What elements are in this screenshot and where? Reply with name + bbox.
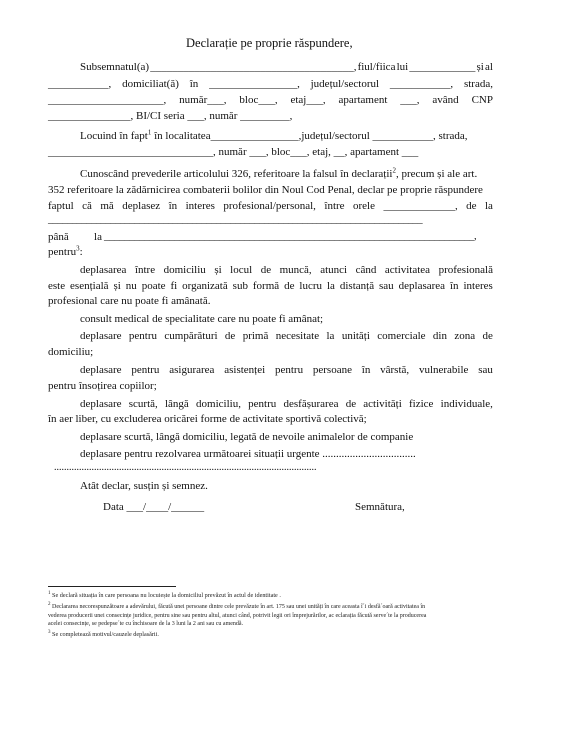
legal-text-b: , precum și ale art. xyxy=(395,168,478,180)
word: ___, xyxy=(400,94,420,106)
word: ___________, xyxy=(389,78,454,90)
word: _____________________, xyxy=(48,94,167,106)
word: fizice xyxy=(409,398,434,410)
word: lucru xyxy=(299,280,323,292)
reason-label: pentru xyxy=(48,246,77,258)
word: deplasare xyxy=(80,364,122,376)
word: județul/sectorul xyxy=(310,78,380,90)
word: vulnerabile xyxy=(418,364,469,376)
word: organizată xyxy=(182,280,228,292)
word: deplasarea xyxy=(398,280,446,292)
word: între xyxy=(324,200,345,212)
legal-line-3 xyxy=(48,200,493,213)
word: de xyxy=(345,398,357,410)
legal-text-a: Cunoscând prevederile articolului 326, referitoare la falsul în declarații xyxy=(80,168,393,180)
affirmation: Atât declar, susțin și semnez. xyxy=(80,480,208,492)
word: atunci xyxy=(320,264,348,276)
word: la xyxy=(326,280,335,292)
word: număr___, xyxy=(179,94,227,106)
footnote-separator xyxy=(48,586,176,587)
word: pentru xyxy=(248,398,277,410)
word: CNP xyxy=(471,94,493,106)
word: ________________, xyxy=(209,78,300,90)
word: asistenței xyxy=(224,364,266,376)
word: ____________ xyxy=(409,61,476,73)
residence-label: Locuind în fapt xyxy=(80,130,148,142)
word: până xyxy=(48,231,69,243)
reason-intro: pentru$^3$: xyxy=(48,244,83,258)
word: profesional/personal, xyxy=(223,200,316,212)
word: deplasarea xyxy=(80,264,127,276)
word: activități xyxy=(363,398,402,410)
word: distanță xyxy=(339,280,375,292)
word: activitatea xyxy=(384,264,431,276)
word: desfășurarea xyxy=(283,398,339,410)
word: asigurarea xyxy=(169,364,215,376)
identity-line-4: _______________, BI/CI seria ___, număr _________, xyxy=(48,110,293,122)
residence-fields: în localitatea________________,județul/sectorul ___________, strada, xyxy=(151,130,468,142)
option-work-line-2 xyxy=(48,280,493,293)
word: de xyxy=(224,330,236,342)
word: nu xyxy=(125,280,137,292)
word: și xyxy=(214,264,222,276)
footnote-ref-2: 2 xyxy=(392,166,396,175)
option-exercise-line-1 xyxy=(80,398,493,411)
option-urgent: deplasare pentru rezolvarea următoarei situații urgente .................................. xyxy=(80,448,416,460)
word: lui xyxy=(396,61,409,73)
date-field xyxy=(103,501,204,514)
legal-line-2: 352 referitoare la zădărnicirea combaterii bolilor din Noul Cod Penal, declar pe proprie răspundere xyxy=(48,184,483,196)
word: _____________, xyxy=(383,200,458,212)
word: domiciliat(ă) xyxy=(122,78,179,90)
document-title: Declarație pe proprie răspundere, xyxy=(186,36,353,50)
footnote-3: $^3$ Se completează motivul/cauzele deplasării. xyxy=(48,629,159,638)
word: fi xyxy=(170,280,178,292)
identity-line-1 xyxy=(80,61,493,74)
word: primă xyxy=(242,330,269,342)
word: unități xyxy=(341,330,370,342)
word: de xyxy=(260,264,272,276)
footnote-2-line-2: vederea producerii unei consecințe juridice, pentru sine sau pentru altul, atunci când, potrivit legii ori împrejurărilor, ac eclarația făcută serve´te la producerea xyxy=(48,613,427,619)
word: scurtă, xyxy=(128,398,158,410)
option-work-line-1 xyxy=(80,264,493,277)
word: locul xyxy=(230,264,253,276)
option-shopping-line-1 xyxy=(80,330,493,343)
word: deplasare xyxy=(80,330,122,342)
word: că xyxy=(82,200,92,212)
footnote-1: $^1$ Se declară situația în care persoana nu locuiește la domiciliul prevăzut în actul de identitate . xyxy=(48,590,281,599)
word: la xyxy=(485,200,493,212)
until-blank: __________________________________________________________________________, xyxy=(104,231,477,242)
word: fiul/fiica xyxy=(357,61,396,73)
word: etaj___, xyxy=(290,94,326,106)
word: orele xyxy=(353,200,375,212)
word: pentru xyxy=(274,364,304,376)
word: interes xyxy=(185,200,215,212)
word: și xyxy=(476,61,484,73)
word: lângă xyxy=(164,398,189,410)
word: pentru xyxy=(131,364,160,376)
word: în xyxy=(189,78,199,90)
word: mă xyxy=(100,200,114,212)
word: la xyxy=(326,330,335,342)
word: deplasare xyxy=(80,398,122,410)
footnote-2-line-3: acelei consecințe, se pedepse´te cu închisoare de la 3 luni la 2 ani sau cu amendă. xyxy=(48,621,244,627)
word: sau xyxy=(478,364,493,376)
word: al xyxy=(484,61,493,73)
footnote-ref-1: 1 xyxy=(147,128,152,137)
dotted-line: ......................................................................................................... xyxy=(54,462,317,473)
date-label: Data xyxy=(103,501,124,513)
word: Subsemnatul(a) xyxy=(80,61,150,73)
word: între xyxy=(134,264,156,276)
word: de xyxy=(466,200,477,212)
word: la xyxy=(94,231,102,243)
word: în xyxy=(361,364,371,376)
word: profesională xyxy=(438,264,493,276)
word: faptul xyxy=(48,200,74,212)
blank-line: ______________________________________________________________________________ xyxy=(48,214,423,225)
word: când xyxy=(355,264,377,276)
option-pets: deplasare scurtă, lângă domiciliu, legată de nevoile animalelor de companie xyxy=(80,431,414,443)
word: apartament xyxy=(338,94,388,106)
word: esențială xyxy=(70,280,109,292)
word: persoane xyxy=(312,364,352,376)
word: cumpărături xyxy=(164,330,218,342)
date-blanks: ___/____/______ xyxy=(126,501,205,513)
word: interes xyxy=(463,280,493,292)
word: individuale, xyxy=(440,398,493,410)
word: în xyxy=(168,200,178,212)
word: muncă, xyxy=(279,264,312,276)
word: este xyxy=(48,280,66,292)
residence-line-2: ______________________________, număr ___, bloc___, etaj, __, apartament ___ xyxy=(48,146,419,158)
word: sau xyxy=(379,280,394,292)
until-label xyxy=(48,231,102,244)
word: strada, xyxy=(463,78,493,90)
identity-line-3 xyxy=(48,94,493,107)
word: în xyxy=(449,280,459,292)
word: domiciliu, xyxy=(196,398,241,410)
word: din xyxy=(432,330,447,342)
word: domiciliu xyxy=(163,264,206,276)
word: _____________________________________, xyxy=(150,61,357,73)
word: de xyxy=(482,330,493,342)
footnote-ref-3: 3 xyxy=(76,244,80,253)
residence-line-1 xyxy=(80,130,468,143)
word: având xyxy=(432,94,459,106)
option-assistance-line-2: pentru însoțirea copiilor; xyxy=(48,380,157,392)
word: sub xyxy=(232,280,248,292)
footnote-2-line-1: $^2$ Declararea necorespunzătoare a adevărului, făcută unei persoane dintre cele prevăzute în art. 175 sau unei unități în care aceasta î´i desfă´oară activitatea în xyxy=(48,602,426,610)
word: necesitate xyxy=(275,330,320,342)
word: ___________, xyxy=(48,78,112,90)
word: formă xyxy=(252,280,280,292)
word: de xyxy=(284,280,295,292)
option-assistance-line-1 xyxy=(80,364,493,377)
word: bloc___, xyxy=(239,94,278,106)
word: comerciale xyxy=(377,330,426,342)
option-medical: consult medical de specialitate care nu poate fi amânat; xyxy=(80,313,324,325)
word: deplasez xyxy=(122,200,161,212)
word: vârstă, xyxy=(380,364,410,376)
option-exercise-line-2: în aer liber, cu excluderea oricărei forme de activitate sportivă colectivă; xyxy=(48,413,367,425)
word: zona xyxy=(454,330,476,342)
option-shopping-line-2: domiciliu; xyxy=(48,346,94,358)
legal-line-1 xyxy=(80,168,477,181)
signature-label: Semnătura, xyxy=(355,501,405,513)
word: poate xyxy=(141,280,166,292)
identity-line-2 xyxy=(48,78,493,91)
word: și xyxy=(113,280,121,292)
option-work-line-3: profesional care nu poate fi amânată. xyxy=(48,295,211,307)
word: pentru xyxy=(128,330,158,342)
